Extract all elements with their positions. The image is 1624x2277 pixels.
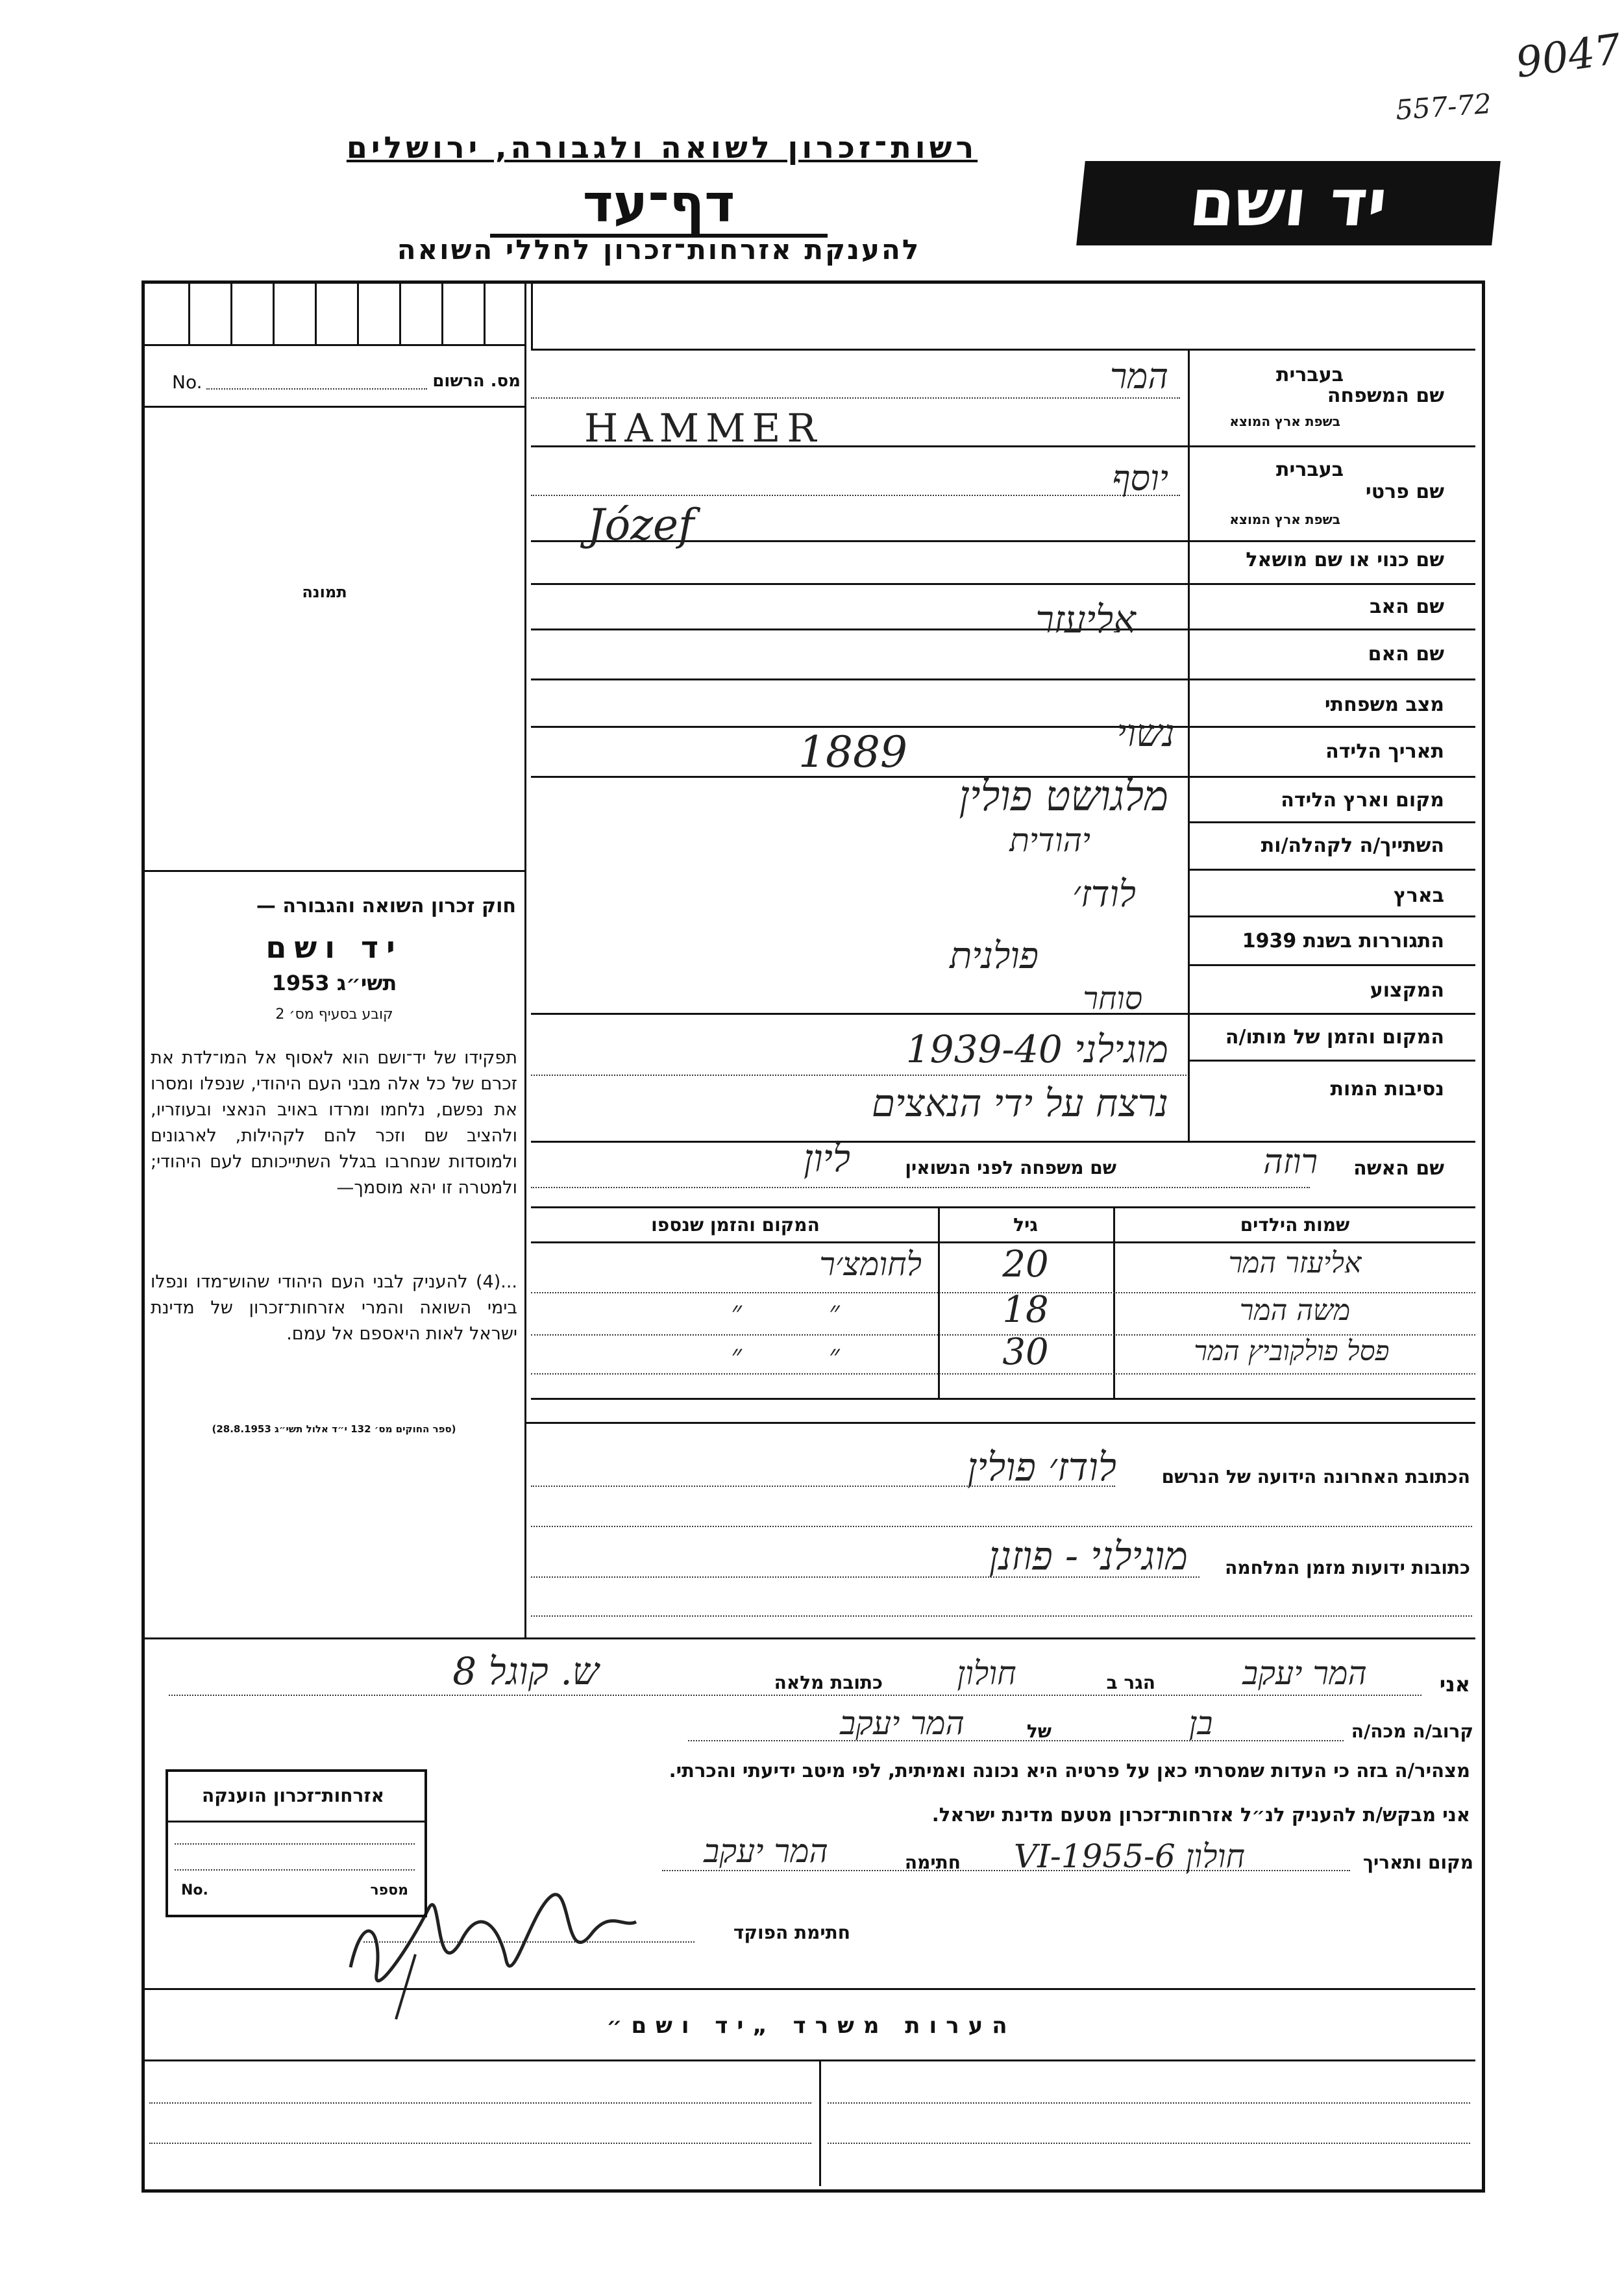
community-label: השתייך/ה לקהלה/ות [1261, 834, 1444, 857]
of-value: המר יעקב [840, 1704, 965, 1742]
surname-label: שם המשפחה [1327, 384, 1444, 407]
children-col-place: המקום והזמן שנספו [651, 1214, 820, 1236]
birthdate-value: 1889 [798, 727, 907, 777]
residence-1939-value: פולנית [950, 935, 1039, 977]
maiden-label: שם משפחה לפני הנשואין [905, 1157, 1116, 1178]
child-3-place: ״ ״ [731, 1339, 879, 1372]
declaration-i-label: אני [1439, 1672, 1470, 1697]
mother-label: שם האם [1368, 643, 1444, 666]
wartime-address-label: כתובות ידועות מזמן המלחמה [1225, 1557, 1470, 1578]
law-clause: קובע בסעיף מס׳ 2 [275, 1006, 393, 1023]
law-title: חוק זכרון השואה והגבורה — [256, 895, 516, 917]
declarant-name: המר יעקב [1242, 1654, 1367, 1692]
child-1-place: לחומצ׳ר [819, 1245, 922, 1283]
reg-no-label: מס. הרשום [432, 371, 521, 391]
nickname-label: שם כנוי או שם מושאל [1246, 549, 1444, 571]
death-place-label: המקום והזמן של מותו/ה [1225, 1026, 1444, 1049]
birthplace-value: מלגושט פולין [959, 773, 1168, 821]
residing-label: הגר ב [1106, 1672, 1155, 1693]
yad-vashem-logo: יד ושם [1076, 161, 1501, 245]
child-1-name: אליעזר המר [1228, 1247, 1362, 1280]
birthdate-label: תאריך הלידה [1325, 740, 1444, 763]
child-3-age: 30 [1002, 1331, 1049, 1373]
wartime-address-value: מוגילני - פוזנן [989, 1534, 1188, 1579]
marital-label: מצב משפחתי [1324, 693, 1444, 716]
statement-2: אני מבקש/ת להעניק לנ״ל אזרחות־זכרון מטעם מדינת ישראל. [931, 1804, 1470, 1826]
remarks-title: הערות משרד „יד ושם״ [606, 2013, 1016, 2039]
law-year: תשי״ג 1953 [271, 971, 397, 995]
child-1-age: 20 [1002, 1243, 1049, 1286]
relative-value: בן [1188, 1704, 1213, 1742]
law-name: יד ושם [265, 930, 403, 965]
country-label: בארץ [1393, 884, 1444, 907]
death-place-value: מוגילני 1939-40 [905, 1027, 1168, 1071]
of-label: של [1026, 1721, 1052, 1742]
relative-label: קרוב/ה מכה/ה [1351, 1721, 1473, 1742]
reference-number: 9047 [1512, 25, 1624, 88]
death-cause-value: נרצח על ידי הנאצים [871, 1081, 1168, 1125]
child-2-age: 18 [1002, 1289, 1049, 1331]
child-2-place: ״ ״ [731, 1295, 879, 1328]
law-text-2: ...(4) להעניק לבני העם היהודי שהוש־מדו ונפלו בימי השואה והמרי אזרחות־זכרון של מדינת ישראל לאות היאספם אל עמם. [151, 1272, 517, 1344]
surname-hebrew-value: המר [1109, 356, 1168, 397]
child-3-name: פסל פולקוביץ המר [1194, 1335, 1390, 1367]
firstname-origin-value: Józef [587, 500, 695, 550]
full-address-value: ש. קוגל 8 [452, 1649, 599, 1693]
country-value: לודז׳ [1072, 873, 1136, 915]
signature-value: המר יעקב [704, 1832, 828, 1870]
surname-origin-tag: בשפת ארץ המוצא [1229, 414, 1340, 429]
firstname-hebrew-value: יוסף [1112, 458, 1168, 499]
firstname-origin-tag: בשפת ארץ המוצא [1229, 512, 1340, 527]
reg-no-prefix: No. [172, 371, 203, 393]
children-col-age: גיל [1013, 1214, 1038, 1236]
residence-1939-label: התגוררות בשנת 1939 [1242, 930, 1444, 952]
father-label: שם האב [1370, 595, 1444, 618]
last-address-label: הכתובת האחרונה הידועה של הנרשם [1161, 1466, 1470, 1487]
last-address-value: לודז׳ פולין [967, 1445, 1116, 1490]
maiden-value: ליון [804, 1136, 850, 1180]
form-subtitle: להענקת אזרחות־זכרון לחללי השואה [397, 234, 921, 266]
place-date-label: מקום ותאריך [1362, 1852, 1473, 1873]
surname-origin-value: HAMMER [584, 406, 823, 451]
citizenship-box-title: אזרחות־זכרון הוענקה [202, 1785, 384, 1806]
death-cause-label: נסיבות המות [1330, 1078, 1444, 1101]
full-address-label: כתובת מלאה [774, 1672, 883, 1693]
law-source: (ספר החוקים מס׳ 132 י״ד אלול תשי״ג 28.8.1953) [212, 1423, 456, 1435]
surname-hebrew-tag: בעברית [1276, 364, 1344, 386]
birthplace-label: מקום וארץ הלידה [1281, 789, 1444, 812]
authority-title: רשות־זכרון לשואה ולגבורה, ירושלים [346, 130, 978, 165]
column-divider [524, 284, 526, 1637]
residing-value: חולון [957, 1654, 1016, 1692]
profession-label: המקצוע [1370, 979, 1444, 1002]
marital-value: נשוי [1116, 711, 1175, 755]
firstname-label: שם פרטי [1365, 480, 1444, 503]
law-text-1: תפקידו של יד־ושם הוא לאסוף אל המו־לדת את זכרם של כל אלה מבני העם היהודי, שנפלו ומסרו את נפשם, נלחמו ומרדו באויב הנאצי ובעוזריו, ולהציב שם וזכר להם לקהילות, לארגונים ולמוסדות שנחרבו בגלל השתייכותם לעם היהודי; ולמטרה זו יהא מוסמך— [151, 1048, 517, 1198]
photo-label: תמונה [302, 583, 347, 601]
statement-1: מצהיר/ה בזה כי העדות שמסרתי כאן על פרטיה היא נכונה ואמיתית, לפי מיטב ידיעתי והכרתי. [669, 1760, 1470, 1782]
children-col-name: שמות הילדים [1240, 1214, 1350, 1236]
place-date-value: חולון 6-VI-1955 [1014, 1837, 1245, 1875]
wife-label: שם האשה [1353, 1157, 1444, 1180]
citizenship-box [166, 1769, 427, 1917]
signature-label: חתימה [904, 1852, 961, 1873]
child-2-name: משה המר [1239, 1294, 1351, 1327]
profession-value: סוחר [1083, 980, 1142, 1017]
firstname-hebrew-tag: בעברית [1276, 458, 1344, 481]
community-value: יהודית [1009, 821, 1090, 859]
father-value: אליעזר [1035, 597, 1136, 641]
wife-value: רוזה [1263, 1143, 1318, 1182]
citizenship-no-prefix: No. [181, 1882, 208, 1898]
stamp-number: 557-72 [1394, 87, 1493, 127]
form-title: דף־עד [490, 174, 828, 238]
citizenship-no-label: מספר [370, 1882, 408, 1898]
officer-signature-label: חתימת הפוקד [733, 1922, 850, 1943]
